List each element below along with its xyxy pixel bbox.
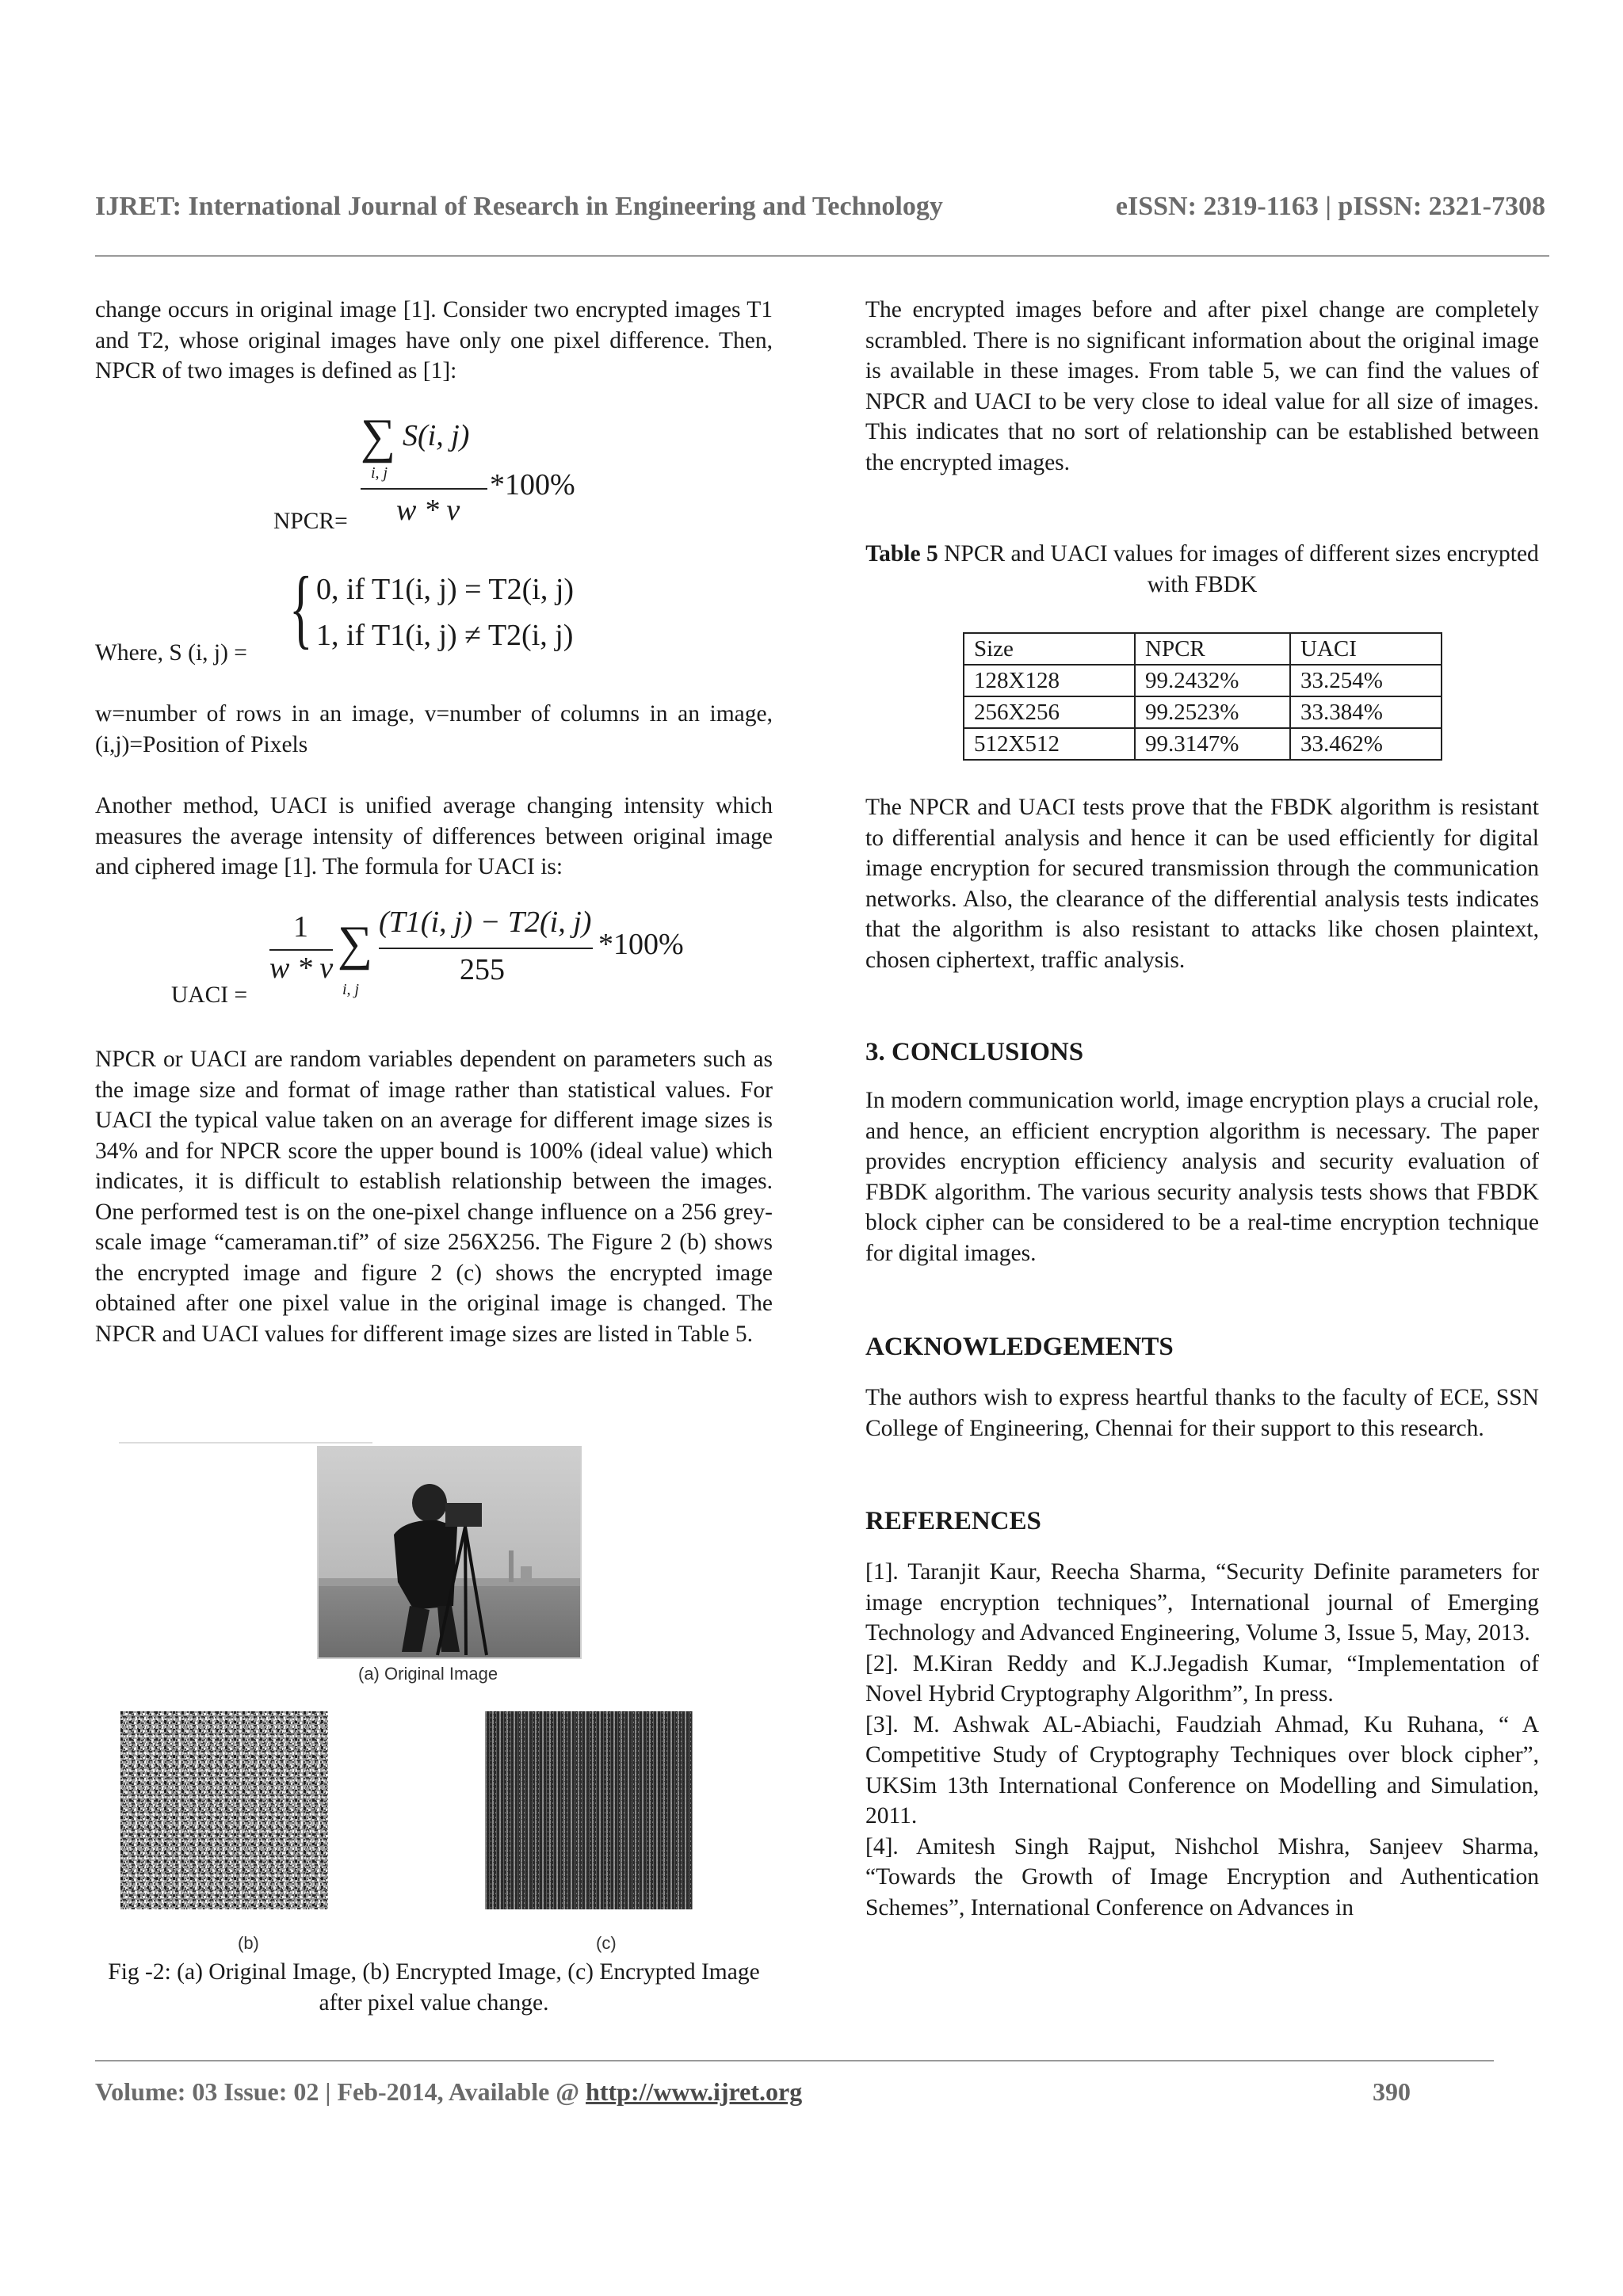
- acknowledgements-heading: ACKNOWLEDGEMENTS: [865, 1333, 1174, 1361]
- uaci-numerator: (T1(i, j) − T2(i, j): [379, 906, 592, 939]
- table-header-cell: UACI: [1290, 633, 1442, 665]
- uaci-label: UACI =: [171, 982, 248, 1008]
- journal-title: IJRET: International Journal of Research in Engineering and Technology: [95, 192, 943, 221]
- table-cell: 33.384%: [1290, 696, 1442, 728]
- left-paragraph-4: NPCR or UACI are random variables dependent on parameters such as the image size and format of image rather than statistical values. For UACI the typical value taken on an average for different image sizes is 34% and for NPCR score the upper bound is 100% (ideal value) which indicates, it is difficult to establish relationship between the images. One performed test is on the one-pixel change influence on a 256 grey-scale image “cameraman.tif” of size 256X256. The Figure 2 (b) shows the encrypted image and figure 2 (c) shows the encrypted image obtained after one pixel value in the original image is changed. The NPCR and UACI values for different image sizes are listed in Table 5.: [95, 1047, 773, 1347]
- reference-item: [4]. Amitesh Singh Rajput, Nishchol Mishra, Sanjeev Sharma, “Towards the Growth of Image Encryption and Authentication Schemes”, International Conference on Advances in: [865, 1833, 1539, 1920]
- uaci-multiplier: *100%: [598, 928, 684, 961]
- acknowledgements-paragraph: The authors wish to express heartful thanks to the faculty of ECE, SSN College of Engineering, Chennai for their support to this research.: [865, 1385, 1539, 1441]
- table-cell: 99.2432%: [1135, 665, 1290, 696]
- right-paragraph-2: The NPCR and UACI tests prove that the FBDK algorithm is resistant to differential analysis and hence it can be used efficiently for digital image encryption for secured transmission through the communication networks. Also, the clearance of the differential analysis tests indicates that the algorithm is also resistant to attacks like chosen plaintext, chosen ciphertext, traffic analysis.: [865, 795, 1539, 973]
- table-cell: 99.3147%: [1135, 728, 1290, 760]
- case-zero: 0, if T1(i, j) = T2(i, j): [316, 573, 575, 606]
- stripe-image: [485, 1711, 693, 1909]
- reference-item: [1]. Taranjit Kaur, Reecha Sharma, “Security Definite parameters for image encryption techniques”, International journal of Emerging Technology and Advanced Engineering, Volume 3, Issue 5, May, 2013.: [865, 1559, 1539, 1646]
- running-header: [95, 192, 1545, 222]
- left-paragraph-3: Another method, UACI is unified average changing intensity which measures the average intensity of differences between original image and ciphered image [1]. The formula for UACI is:: [95, 793, 773, 879]
- conclusions-paragraph: In modern communication world, image encryption plays a crucial role, and hence, an efficient encryption algorithm is necessary. The paper provides encryption efficiency analysis and security evaluation of FBDK algorithm. The various security analysis tests shows that FBDK block cipher can be considered to be a real-time encryption technique for digital images.: [865, 1088, 1539, 1266]
- npcr-subscript: i, j: [371, 464, 388, 482]
- table-cell: 33.462%: [1290, 728, 1442, 760]
- page-number: 390: [1373, 2077, 1411, 2106]
- table-cell: 512X512: [964, 728, 1135, 760]
- figure-b-label: (b): [238, 1933, 259, 1953]
- table-row: [964, 728, 1442, 760]
- sigma-symbol: ∑: [338, 917, 373, 971]
- table-caption-text: NPCR and UACI values for images of different sizes encrypted with FBDK: [938, 541, 1539, 597]
- footer-volume: [95, 2077, 802, 2107]
- table-cell: 33.254%: [1290, 665, 1442, 696]
- results-table: [963, 632, 1442, 761]
- uaci-subscript: i, j: [342, 981, 360, 998]
- table-row: [964, 696, 1442, 728]
- header-divider: [95, 255, 1549, 257]
- footer-volume-text: Volume: 03 Issue: 02 | Feb-2014, Available @: [95, 2077, 586, 2106]
- left-paragraph-2: w=number of rows in an image, v=number of columns in an image, (i,j)=Position of Pixels: [95, 701, 773, 757]
- uaci-formula: [262, 906, 705, 1013]
- encrypted-image-b: [120, 1711, 328, 1909]
- table-caption-label: Table 5: [865, 541, 938, 566]
- right-paragraph-1: The encrypted images before and after pixel change are completely scrambled. There is no significant information about the original image is available in these images. From table 5, we can find the values of NPCR and UACI to be very close to ideal value for all size of images. This indicates that no sort of relationship can be established between the encrypted images.: [865, 297, 1539, 475]
- npcr-numerator: S(i, j): [403, 419, 470, 452]
- uaci-one: 1: [293, 910, 308, 944]
- case-one: 1, if T1(i, j) ≠ T2(i, j): [316, 619, 574, 652]
- table-header-row: [964, 633, 1442, 665]
- journal-link[interactable]: http://www.ijret.org: [586, 2077, 803, 2106]
- figure-a-label: (a) Original Image: [358, 1664, 498, 1684]
- sigma-symbol: ∑: [361, 410, 396, 463]
- npcr-label: NPCR=: [273, 509, 348, 534]
- table-header-cell: Size: [964, 633, 1135, 665]
- npcr-denominator: w * v: [396, 494, 460, 527]
- npcr-fraction-bar: [361, 488, 487, 490]
- left-paragraph-1: change occurs in original image [1]. Consider two encrypted images T1 and T2, whose original images have only one pixel difference. Then, NPCR of two images is defined as [1]:: [95, 297, 773, 383]
- npcr-multiplier: *100%: [490, 468, 575, 502]
- table-cell: 128X128: [964, 665, 1135, 696]
- table-header-cell: NPCR: [1135, 633, 1290, 665]
- uaci-wv: w * v: [269, 952, 334, 985]
- where-label: Where, S (i, j) =: [95, 640, 247, 666]
- table-cell: 99.2523%: [1135, 696, 1290, 728]
- references-heading: REFERENCES: [865, 1507, 1041, 1535]
- reference-item: [2]. M.Kiran Reddy and K.J.Jegadish Kumar, “Implementation of Novel Hybrid Cryptography Algorithm”, In press.: [865, 1650, 1539, 1707]
- cameraman-photo: [319, 1447, 580, 1657]
- noise-image: [120, 1711, 328, 1909]
- figure-caption: Fig -2: (a) Original Image, (b) Encrypted Image, (c) Encrypted Image after pixel value change.: [108, 1959, 760, 2016]
- encrypted-image-c: [485, 1711, 693, 1909]
- figure-c-label: (c): [596, 1933, 617, 1953]
- references-list: [865, 1557, 1539, 1923]
- issn: eISSN: 2319-1163 | pISSN: 2321-7308: [1115, 192, 1545, 221]
- table-row: [964, 665, 1442, 696]
- original-image: [317, 1446, 582, 1659]
- table-caption: [865, 539, 1539, 600]
- reference-item: [3]. M. Ashwak AL-Abiachi, Faudziah Ahmad, Ku Ruhana, “ A Competitive Study of Cryptography Techniques over block cipher”, UKSim 13th International Conference on Modelling and Simulation, 2011.: [865, 1711, 1539, 1829]
- figure-top-line: [119, 1442, 372, 1444]
- uaci-fraction-bar: [379, 948, 593, 949]
- uaci-denominator: 255: [460, 953, 505, 986]
- brace-symbol: {: [289, 559, 313, 658]
- conclusions-heading: 3. CONCLUSIONS: [865, 1038, 1084, 1066]
- running-footer: [95, 2077, 1411, 2107]
- table-cell: 256X256: [964, 696, 1135, 728]
- piecewise-formula: [289, 559, 622, 672]
- footer-divider: [95, 2060, 1494, 2061]
